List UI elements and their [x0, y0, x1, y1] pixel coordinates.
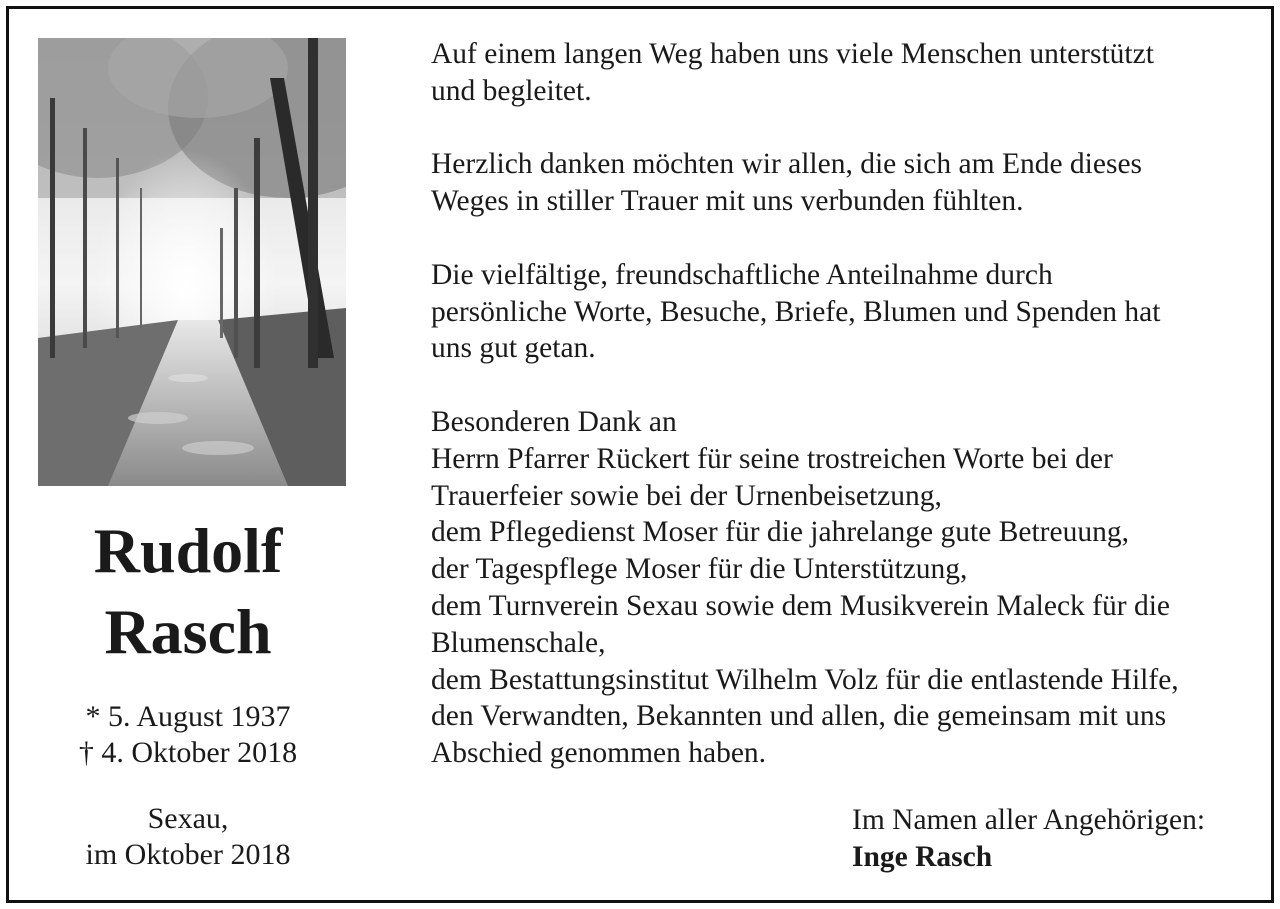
place-and-date	[23, 801, 353, 873]
text-line: persönliche Worte, Besuche, Briefe, Blumen und Spenden hat	[431, 295, 1161, 328]
notice-date: im Oktober 2018	[85, 838, 291, 871]
text-line: Auf einem langen Weg haben uns viele Menschen unterstützt	[431, 38, 1154, 70]
life-dates	[23, 699, 353, 771]
text-line: Blumenschale,	[431, 626, 606, 659]
paragraph-sympathy	[431, 257, 1263, 367]
text-line: den Verwandten, Bekannten und allen, die gemeinsam mit uns	[431, 700, 1167, 733]
paragraph-intro	[431, 36, 1263, 110]
place: Sexau,	[147, 802, 229, 835]
thank-you-text	[431, 36, 1263, 809]
text-line: Herrn Pfarrer Rückert für seine trostreichen Worte bei der	[431, 442, 1113, 475]
closing-line: Im Namen aller Angehörigen:	[852, 804, 1206, 836]
text-line: der Tagespflege Moser für die Unterstützung,	[431, 553, 968, 586]
text-line: Herzlich danken möchten wir allen, die sich am Ende dieses	[431, 148, 1143, 181]
paragraph-thanks	[431, 146, 1263, 220]
birth-date: * 5. August 1937	[85, 700, 291, 733]
text-line: dem Pflegedienst Moser für die jahrelange gute Betreuung,	[431, 516, 1129, 549]
text-line: dem Turnverein Sexau sowie dem Musikverein Maleck für die	[431, 589, 1170, 622]
text-line: Trauerfeier sowie bei der Urnenbeisetzung,	[431, 479, 942, 512]
deceased-last-name: Rasch	[104, 596, 272, 667]
death-date: † 4. Oktober 2018	[78, 736, 298, 769]
text-line: Abschied genommen haben.	[431, 737, 767, 770]
text-line: Besonderen Dank an	[431, 405, 677, 438]
text-line: uns gut getan.	[431, 332, 596, 365]
notice-frame	[6, 6, 1274, 903]
text-line: Die vielfältige, freundschaftliche Anteilnahme durch	[431, 258, 1053, 291]
deceased-first-name: Rudolf	[93, 515, 283, 586]
text-line: und begleitet.	[431, 74, 592, 107]
paragraph-special-thanks	[431, 404, 1263, 772]
forest-path-photo	[38, 38, 346, 486]
forest-path-illustration	[38, 38, 346, 486]
signature-block	[852, 802, 1262, 876]
text-line: dem Bestattungsinstitut Wilhelm Volz für die entlastende Hilfe,	[431, 663, 1179, 696]
text-line: Weges in stiller Trauer mit uns verbunden fühlten.	[431, 185, 1024, 218]
signer-name: Inge Rasch	[852, 840, 993, 873]
